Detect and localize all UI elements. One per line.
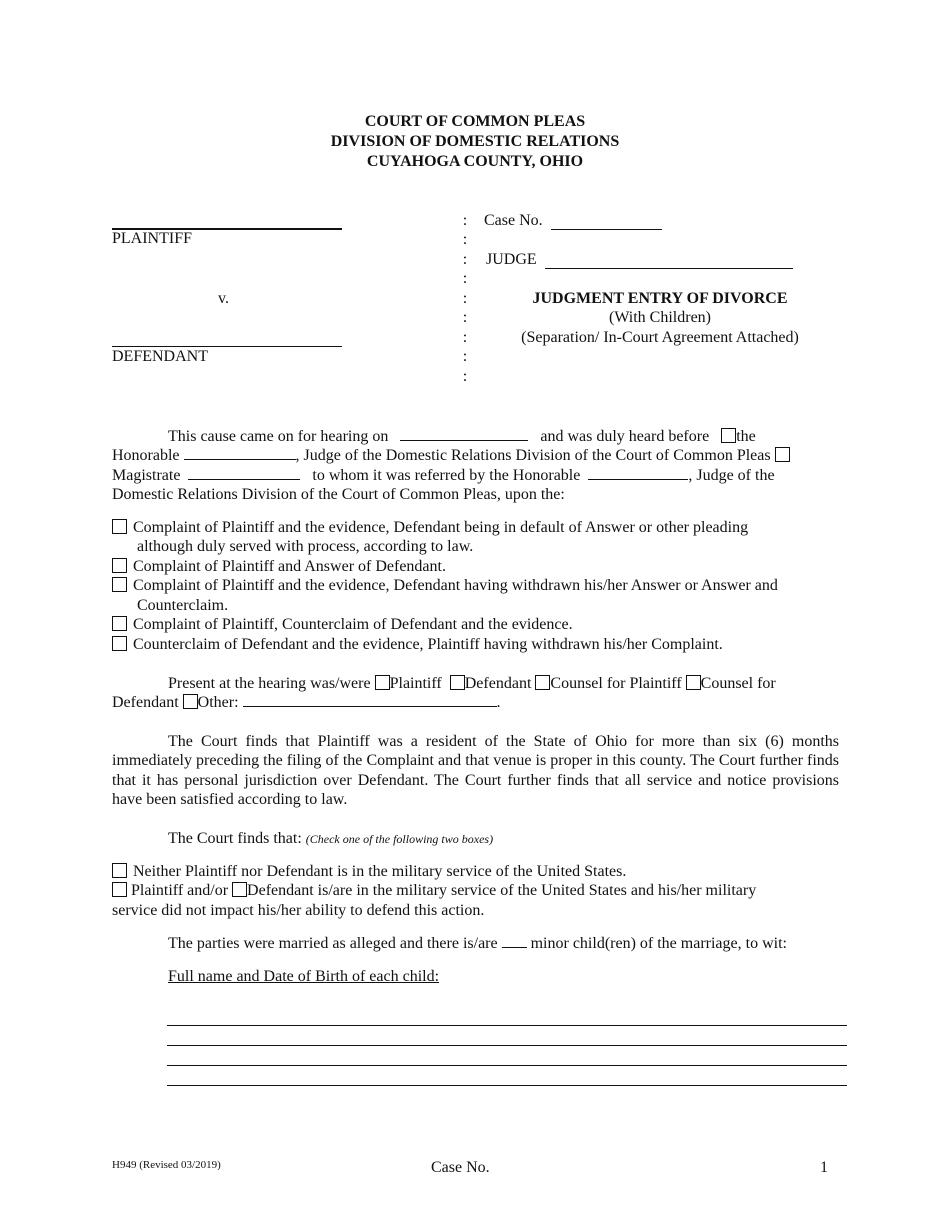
county-name: CUYAHOGA COUNTY, OHIO: [366, 153, 584, 170]
military-intro: The Court finds that: (Check one of the following two boxes): [168, 830, 494, 847]
case-no-label: Case No.: [484, 212, 543, 229]
present-line-2: Defendant Other: .: [112, 694, 501, 711]
military-option-none: Neither Plaintiff nor Defendant is in the military service of the United States.: [112, 862, 839, 881]
option-checkbox[interactable]: [112, 519, 127, 534]
intro-line-4: Domestic Relations Division of the Court of Common Pleas, upon the:: [112, 486, 565, 503]
document-subtitle-agreement: (Separation/ In-Court Agreement Attached): [521, 329, 799, 346]
intro-line-2: Honorable , Judge of the Domestic Relations Division of the Court of Common Pleas: [112, 446, 839, 465]
option-withdrawn-answer-cont: Counterclaim.: [137, 597, 229, 614]
other-present-field[interactable]: [243, 706, 497, 707]
military-none-checkbox[interactable]: [112, 863, 127, 878]
other-present-checkbox[interactable]: [183, 694, 198, 709]
option-default-cont: although duly served with process, according to law.: [137, 538, 474, 555]
military-option-service-cont: service did not impact his/her ability to defend this action.: [112, 902, 485, 919]
option-counterclaim: Complaint of Plaintiff, Counterclaim of Defendant and the evidence.: [112, 615, 839, 634]
children-count-field[interactable]: [502, 947, 527, 948]
defendant-present-checkbox[interactable]: [450, 675, 465, 690]
option-withdrawn-answer: Complaint of Plaintiff and the evidence, Defendant having withdrawn his/her Answer or Answer and: [112, 576, 839, 595]
caption-colon: :: [462, 329, 468, 346]
magistrate-checkbox[interactable]: [775, 447, 790, 462]
option-checkbox[interactable]: [112, 558, 127, 573]
child-entry-line[interactable]: [167, 1045, 847, 1046]
residency-findings: The Court finds that Plaintiff was a resident of the State of Ohio for more than six (6) months immediately preceding the filing of the Complaint and that venue is proper in this county. The Court further finds that it has personal jurisdiction over Defendant. The Court further finds that all service and notice provisions have been satisfied according to law.: [112, 733, 839, 809]
caption-colon: :: [462, 251, 468, 268]
caption-colon: :: [462, 290, 468, 307]
intro-line-3: Magistrate to whom it was referred by the Honorable , Judge of the: [112, 467, 775, 484]
intro-line-1: This cause came on for hearing on and was duly heard before the: [168, 428, 756, 445]
defendant-name-line[interactable]: [112, 346, 342, 347]
judge-name-field[interactable]: [184, 459, 296, 460]
military-defendant-checkbox[interactable]: [232, 882, 247, 897]
children-heading: Full name and Date of Birth of each child:: [168, 968, 440, 985]
form-id: H949 (Revised 03/2019): [112, 1159, 221, 1171]
child-entry-line[interactable]: [167, 1025, 847, 1026]
defendant-label: DEFENDANT: [112, 348, 208, 365]
option-plaintiff-withdrawn: Counterclaim of Defendant and the evidence, Plaintiff having withdrawn his/her Complaint.: [112, 635, 839, 654]
judge-label: JUDGE: [486, 251, 537, 268]
case-no-field[interactable]: [551, 229, 662, 230]
counsel-defendant-checkbox[interactable]: [686, 675, 701, 690]
judge-checkbox[interactable]: [721, 428, 736, 443]
option-default: Complaint of Plaintiff and the evidence, Defendant being in default of Answer or other pleading: [112, 518, 839, 537]
military-option-service: Plaintiff and/or Defendant is/are in the military service of the United States and his/her military: [112, 881, 839, 900]
child-entry-line[interactable]: [167, 1065, 847, 1066]
caption-colon: :: [462, 368, 468, 385]
option-checkbox[interactable]: [112, 636, 127, 651]
children-count-line: The parties were married as alleged and there is/are minor child(ren) of the marriage, to wit:: [168, 935, 787, 952]
counsel-plaintiff-checkbox[interactable]: [535, 675, 550, 690]
military-plaintiff-checkbox[interactable]: [112, 882, 127, 897]
versus-label: v.: [218, 290, 229, 307]
caption-colon: :: [462, 270, 468, 287]
present-line-1: Present at the hearing was/were Plaintiff Defendant Counsel for Plaintiff Counsel for: [168, 675, 776, 692]
caption-colon: :: [462, 309, 468, 326]
caption-colon: :: [462, 348, 468, 365]
footer-case-no: Case No.: [431, 1159, 490, 1176]
magistrate-name-field[interactable]: [188, 479, 300, 480]
judge-field[interactable]: [545, 268, 793, 269]
court-name: COURT OF COMMON PLEAS: [364, 113, 586, 130]
document-title: JUDGMENT ENTRY OF DIVORCE: [532, 290, 788, 307]
option-checkbox[interactable]: [112, 577, 127, 592]
caption-colon: :: [462, 212, 468, 229]
hearing-date-field[interactable]: [400, 440, 528, 441]
page-number: 1: [820, 1159, 828, 1176]
option-checkbox[interactable]: [112, 616, 127, 631]
caption-colon: :: [462, 231, 468, 248]
child-entry-line[interactable]: [167, 1085, 847, 1086]
plaintiff-present-checkbox[interactable]: [375, 675, 390, 690]
option-answer: Complaint of Plaintiff and Answer of Defendant.: [112, 557, 839, 576]
referring-judge-field[interactable]: [588, 479, 688, 480]
division-name: DIVISION OF DOMESTIC RELATIONS: [330, 133, 620, 150]
document-subtitle: (With Children): [609, 309, 711, 326]
plaintiff-label: PLAINTIFF: [112, 230, 193, 247]
